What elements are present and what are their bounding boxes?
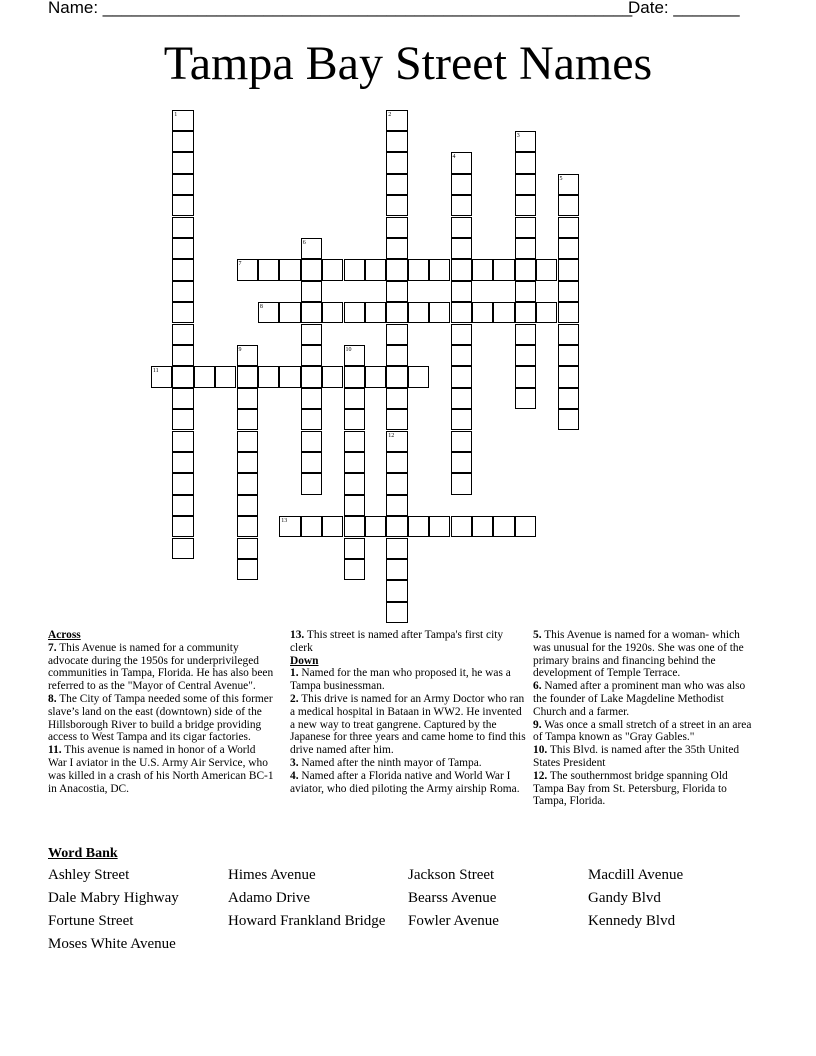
grid-cell[interactable]	[515, 174, 536, 195]
grid-cell[interactable]	[451, 452, 472, 473]
grid-cell[interactable]	[344, 452, 365, 473]
grid-cell[interactable]	[386, 217, 407, 238]
word-bank-item: Gandy Blvd	[588, 890, 661, 906]
grid-cell[interactable]	[515, 259, 536, 280]
clue-down-2: 2. This drive is named for an Army Doctor who ran a medical hospital in Bataan in WW2. He invented a new way to treat gangrene. Captured by the Japanese for three years and came home to find this drive named after him.	[290, 692, 526, 757]
grid-cell[interactable]	[172, 259, 193, 280]
grid-cell[interactable]	[344, 559, 365, 580]
clue-number: 2	[388, 111, 392, 118]
grid-cell[interactable]	[344, 516, 365, 537]
grid-cell[interactable]	[386, 174, 407, 195]
grid-cell[interactable]	[451, 238, 472, 259]
word-bank-item: Ashley Street	[48, 867, 130, 883]
grid-cell[interactable]	[172, 238, 193, 259]
clue-number: 10	[345, 346, 352, 353]
word-bank-item: Fortune Street	[48, 913, 134, 929]
grid-cell[interactable]	[301, 345, 322, 366]
word-bank-item: Macdill Avenue	[588, 867, 684, 883]
grid-cell[interactable]	[237, 516, 258, 537]
grid-cell[interactable]	[386, 238, 407, 259]
grid-cell[interactable]	[451, 324, 472, 345]
grid-cell[interactable]	[515, 324, 536, 345]
grid-cell[interactable]	[386, 473, 407, 494]
grid-cell[interactable]	[472, 259, 493, 280]
grid-cell[interactable]	[344, 473, 365, 494]
grid-cell[interactable]	[172, 174, 193, 195]
grid-cell[interactable]	[515, 516, 536, 537]
grid-cell[interactable]	[172, 366, 193, 387]
grid-cell[interactable]	[386, 281, 407, 302]
grid-cell[interactable]	[301, 452, 322, 473]
grid-cell[interactable]	[515, 345, 536, 366]
grid-cell[interactable]	[451, 217, 472, 238]
grid-cell[interactable]	[237, 452, 258, 473]
grid-cell[interactable]	[172, 538, 193, 559]
clue-down-10: 10. This Blvd. is named after the 35th United States President	[533, 744, 740, 769]
grid-cell[interactable]	[237, 538, 258, 559]
clue-across-13: 13. This street is named after Tampa's first city clerk	[290, 629, 504, 654]
grid-cell[interactable]	[451, 431, 472, 452]
grid-cell[interactable]	[237, 366, 258, 387]
clue-number: 1	[174, 111, 178, 118]
grid-cell[interactable]	[172, 324, 193, 345]
grid-cell[interactable]	[451, 345, 472, 366]
grid-cell[interactable]	[386, 602, 407, 623]
grid-cell[interactable]	[301, 366, 322, 387]
grid-cell[interactable]	[237, 559, 258, 580]
grid-cell[interactable]	[237, 473, 258, 494]
clues-column-2	[290, 629, 526, 795]
grid-cell[interactable]	[451, 473, 472, 494]
word-bank-item: Kennedy Blvd	[588, 913, 676, 929]
grid-cell[interactable]	[279, 259, 300, 280]
grid-cell[interactable]	[344, 366, 365, 387]
word-bank-item: Jackson Street	[408, 867, 495, 883]
word-bank-item: Dale Mabry Highway	[48, 890, 179, 906]
grid-cell[interactable]	[344, 259, 365, 280]
grid-cell[interactable]	[322, 366, 343, 387]
grid-cell[interactable]	[558, 302, 579, 323]
grid-cell[interactable]	[515, 195, 536, 216]
grid-cell[interactable]	[322, 516, 343, 537]
grid-cell[interactable]	[344, 302, 365, 323]
clue-down-5: 5. This Avenue is named for a woman- which was unusual for the 1920s. She was one of the primary brains and financing behind the development of Temple Terrace.	[533, 629, 744, 680]
grid-cell[interactable]	[558, 195, 579, 216]
grid-cell[interactable]	[172, 388, 193, 409]
grid-cell[interactable]	[408, 516, 429, 537]
clue-down-1: 1. Named for the man who proposed it, he was a Tampa businessman.	[290, 667, 511, 693]
grid-cell[interactable]	[172, 152, 193, 173]
clue-down-12: 12. The southernmost bridge spanning Old Tampa Bay from St. Petersburg, Florida to Tampa, Florida.	[533, 769, 728, 808]
grid-cell[interactable]	[515, 366, 536, 387]
grid-cell[interactable]	[472, 302, 493, 323]
grid-cell[interactable]	[301, 281, 322, 302]
grid-cell[interactable]	[536, 259, 557, 280]
grid-cell[interactable]	[301, 473, 322, 494]
grid-cell[interactable]	[172, 281, 193, 302]
word-bank-item: Himes Avenue	[228, 867, 316, 883]
grid-cell[interactable]	[386, 580, 407, 601]
grid-cell[interactable]	[429, 259, 450, 280]
clue-across-11: 11. This avenue is named in honor of a World War I aviator in the U.S. Army Air Service, who was killed in a crash of his North American BC-1 in Anacostia, DC.	[48, 744, 274, 795]
grid-cell[interactable]	[386, 388, 407, 409]
grid-cell[interactable]	[344, 409, 365, 430]
grid-cell[interactable]	[558, 238, 579, 259]
clue-number: 6	[302, 239, 306, 246]
grid-cell[interactable]	[386, 195, 407, 216]
grid-cell[interactable]	[365, 516, 386, 537]
grid-cell[interactable]	[429, 516, 450, 537]
grid-cell[interactable]	[172, 131, 193, 152]
clue-number: 9	[238, 346, 242, 353]
grid-cell[interactable]	[558, 388, 579, 409]
clue-number: 11	[152, 368, 159, 375]
grid-cell[interactable]	[386, 302, 407, 323]
grid-cell[interactable]	[408, 366, 429, 387]
grid-cell[interactable]	[172, 431, 193, 452]
grid-cell[interactable]	[237, 388, 258, 409]
grid-cell[interactable]	[344, 388, 365, 409]
grid-cell[interactable]	[515, 388, 536, 409]
grid-cell[interactable]	[237, 495, 258, 516]
grid-cell[interactable]	[451, 366, 472, 387]
grid-cell[interactable]	[172, 217, 193, 238]
clue-across-7: 7. This Avenue is named for a community advocate during the 1950s for underprivileged communities in Tampa, Florida. He has also been referred to as the "Mayor of Central Avenue".	[48, 641, 274, 693]
grid-cell[interactable]	[408, 259, 429, 280]
grid-cell[interactable]	[279, 366, 300, 387]
word-bank-item: Howard Frankland Bridge	[228, 913, 386, 929]
clues-column-1	[48, 629, 274, 795]
grid-cell[interactable]	[258, 259, 279, 280]
grid-cell[interactable]	[344, 538, 365, 559]
date-field[interactable]: Date: _______	[628, 0, 740, 17]
clue-number: 3	[516, 132, 520, 139]
grid-cell[interactable]	[237, 409, 258, 430]
grid-cell[interactable]	[386, 452, 407, 473]
grid-cell[interactable]	[493, 516, 514, 537]
grid-cell[interactable]	[386, 559, 407, 580]
grid-cell[interactable]	[215, 366, 236, 387]
grid-cell[interactable]	[451, 281, 472, 302]
grid-cell[interactable]	[558, 366, 579, 387]
grid-cell[interactable]	[451, 174, 472, 195]
grid-cell[interactable]	[301, 409, 322, 430]
grid-cell[interactable]	[386, 538, 407, 559]
grid-cell[interactable]	[344, 495, 365, 516]
grid-cell[interactable]	[408, 302, 429, 323]
grid-cell[interactable]	[558, 281, 579, 302]
grid-cell[interactable]	[451, 388, 472, 409]
grid-cell[interactable]	[386, 131, 407, 152]
word-bank-item: Fowler Avenue	[408, 913, 499, 929]
grid-cell[interactable]	[451, 195, 472, 216]
grid-cell[interactable]	[344, 431, 365, 452]
grid-cell[interactable]	[386, 324, 407, 345]
down-heading: Down	[290, 654, 319, 667]
grid-cell[interactable]	[558, 217, 579, 238]
grid-cell[interactable]	[536, 302, 557, 323]
page-title: Tampa Bay Street Names	[163, 37, 653, 90]
grid-cell[interactable]	[386, 152, 407, 173]
grid-cell[interactable]	[194, 366, 215, 387]
grid-cell[interactable]	[172, 345, 193, 366]
grid-cell[interactable]	[386, 259, 407, 280]
grid-cell[interactable]	[279, 302, 300, 323]
word-bank-item: Moses White Avenue	[48, 936, 176, 952]
grid-cell[interactable]	[493, 302, 514, 323]
grid-cell[interactable]	[386, 516, 407, 537]
grid-cell[interactable]	[386, 409, 407, 430]
clue-number: 13	[281, 518, 288, 525]
grid-cell[interactable]	[558, 259, 579, 280]
grid-cell[interactable]	[258, 366, 279, 387]
clue-down-9: 9. Was once a small stretch of a street in an area of Tampa known as "Gray Gables."	[533, 718, 752, 744]
grid-cell[interactable]	[172, 473, 193, 494]
clue-number: 12	[388, 432, 395, 439]
grid-cell[interactable]	[472, 516, 493, 537]
word-bank-heading: Word Bank	[48, 846, 118, 861]
grid-cell[interactable]	[451, 259, 472, 280]
grid-cell[interactable]	[237, 431, 258, 452]
grid-cell[interactable]	[515, 238, 536, 259]
grid-cell[interactable]	[172, 195, 193, 216]
across-heading: Across	[48, 629, 81, 641]
grid-cell[interactable]	[301, 302, 322, 323]
clue-number: 8	[259, 304, 263, 311]
grid-cell[interactable]	[322, 302, 343, 323]
grid-cell[interactable]	[515, 152, 536, 173]
grid-cell[interactable]	[365, 366, 386, 387]
grid-cell[interactable]	[322, 259, 343, 280]
grid-cell[interactable]	[301, 388, 322, 409]
grid-cell[interactable]	[365, 259, 386, 280]
grid-cell[interactable]	[172, 516, 193, 537]
clue-down-3: 3. Named after the ninth mayor of Tampa.	[290, 756, 482, 769]
clue-across-8: 8. The City of Tampa needed some of this former slave’s land on the east (downtown) side of the Hillsborough River to build a bridge providing access to West Tampa and its cigar factories.	[48, 692, 273, 744]
name-field[interactable]: Name: ________________________________________________________	[48, 0, 633, 17]
grid-cell[interactable]	[558, 345, 579, 366]
grid-cell[interactable]	[558, 409, 579, 430]
grid-cell[interactable]	[515, 217, 536, 238]
grid-cell[interactable]	[172, 302, 193, 323]
clue-number: 4	[452, 154, 456, 161]
grid-cell[interactable]	[301, 431, 322, 452]
grid-cell[interactable]	[386, 345, 407, 366]
grid-cell[interactable]	[365, 302, 386, 323]
grid-cell[interactable]	[515, 281, 536, 302]
grid-cell[interactable]	[451, 516, 472, 537]
grid-cell[interactable]	[493, 259, 514, 280]
grid-cell[interactable]	[301, 324, 322, 345]
word-bank-item: Bearss Avenue	[408, 890, 497, 906]
grid-cell[interactable]	[172, 452, 193, 473]
grid-cell[interactable]	[301, 516, 322, 537]
grid-cell[interactable]	[301, 259, 322, 280]
grid-cell[interactable]	[386, 366, 407, 387]
clues-column-3	[533, 629, 757, 808]
grid-cell[interactable]	[172, 409, 193, 430]
grid-cell[interactable]	[451, 409, 472, 430]
clue-down-4: 4. Named after a Florida native and World War I aviator, who died piloting the Army airship Roma.	[290, 769, 520, 795]
clue-number: 7	[238, 261, 242, 268]
grid-cell[interactable]	[172, 495, 193, 516]
grid-cell[interactable]	[558, 324, 579, 345]
grid-cell[interactable]	[451, 302, 472, 323]
word-bank-item: Adamo Drive	[228, 890, 311, 906]
clue-number: 5	[559, 175, 563, 182]
grid-cell[interactable]	[429, 302, 450, 323]
grid-cell[interactable]	[386, 495, 407, 516]
clue-down-6: 6. Named after a prominent man who was also the founder of Lake Magdeline Methodist Church and a farmer.	[533, 680, 746, 718]
grid-cell[interactable]	[515, 302, 536, 323]
